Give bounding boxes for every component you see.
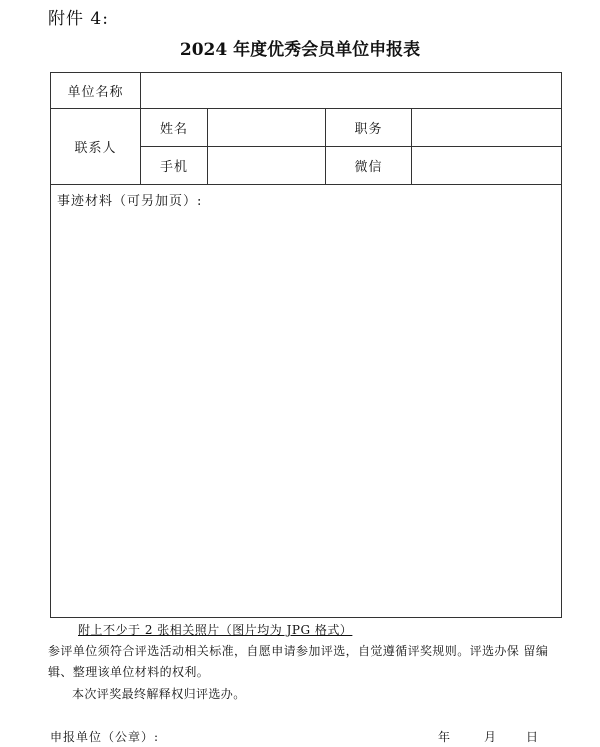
notice-eligibility: 参评单位须符合评选活动相关标准，自愿申请参加评选，自觉遵循评奖规则。评选办保 留编辑、整理该单位材料的权利。 <box>48 644 549 679</box>
position-field[interactable] <box>412 109 562 147</box>
attachment-label: 附件 4: <box>48 9 109 29</box>
story-materials-label: 事迹材料（可另加页）: <box>57 194 203 209</box>
story-materials-area[interactable] <box>51 185 562 618</box>
contact-label: 联系人 <box>51 109 141 185</box>
unit-name-field[interactable] <box>141 73 562 109</box>
notice-interpretation: 本次评奖最终解释权归评选办。 <box>72 687 246 701</box>
unit-name-label: 单位名称 <box>51 73 141 109</box>
phone-field[interactable] <box>208 147 326 185</box>
day-label: 日 <box>526 730 539 744</box>
form-title: 2024 年度优秀会员单位申报表 <box>179 40 421 60</box>
name-label: 姓名 <box>141 109 208 147</box>
position-label: 职务 <box>326 109 412 147</box>
application-form-table <box>50 72 562 618</box>
phone-label: 手机 <box>141 147 208 185</box>
wechat-label: 微信 <box>326 147 412 185</box>
year-label: 年 <box>438 730 451 744</box>
applicant-seal-label: 申报单位（公章）: <box>50 730 160 744</box>
photo-requirement-note: 附上不少于 2 张相关照片（图片均为 JPG 格式） <box>78 623 353 637</box>
name-field[interactable] <box>208 109 326 147</box>
month-label: 月 <box>484 730 497 744</box>
wechat-field[interactable] <box>412 147 562 185</box>
